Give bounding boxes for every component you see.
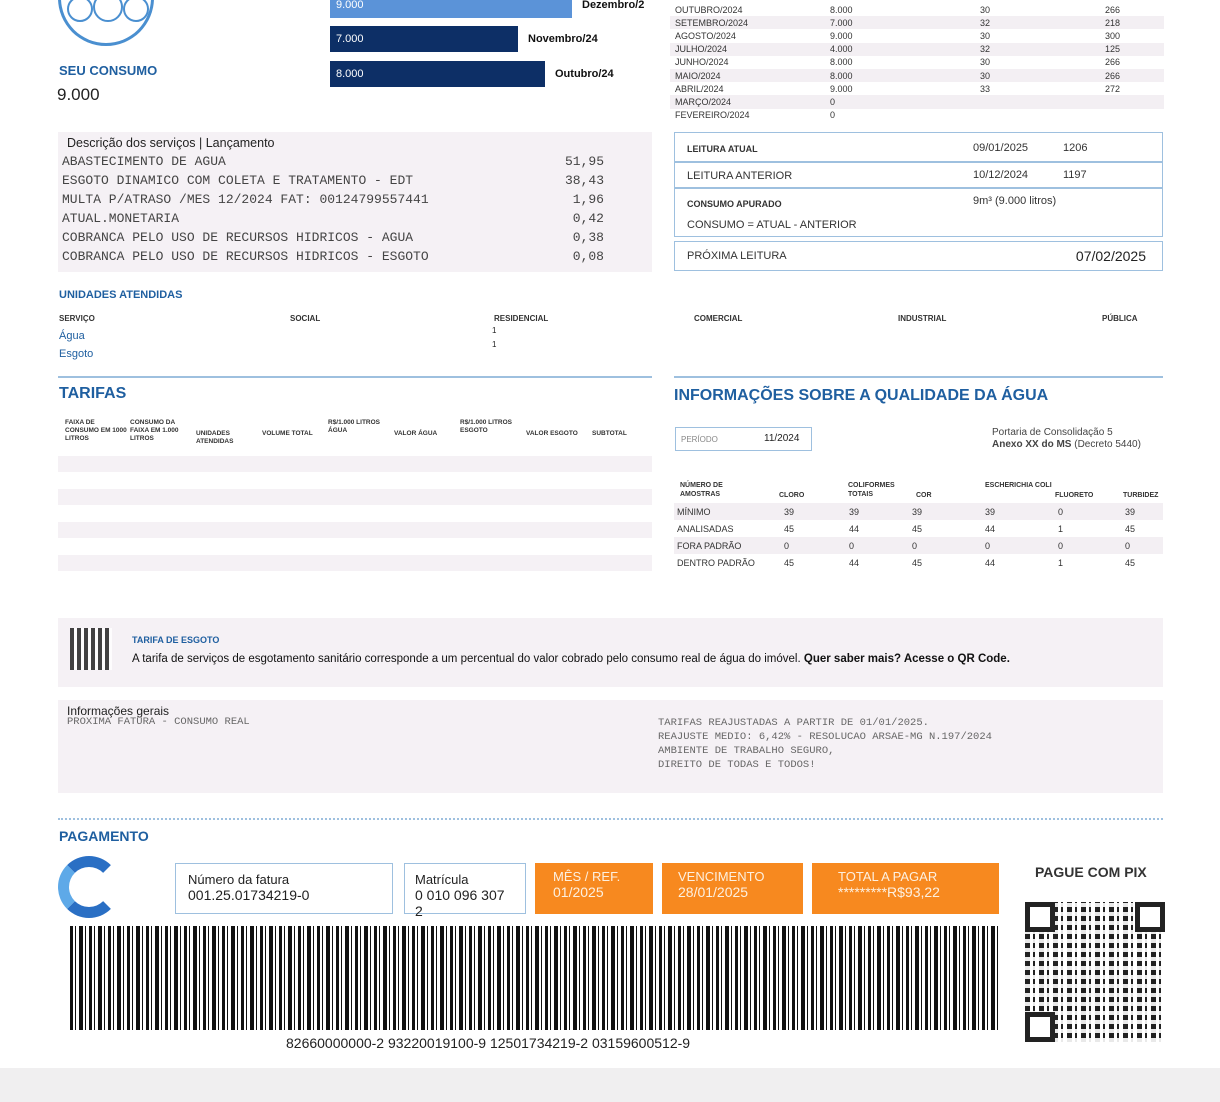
consumo-apurado-valor: 9m³ (9.000 litros) — [973, 195, 1057, 207]
fatura-value: 001.25.01734219-0 — [188, 887, 310, 903]
venc-value: 28/01/2025 — [678, 884, 749, 900]
historico-dias: 30 — [980, 70, 991, 81]
periodo-label: PERÍODO — [681, 435, 718, 444]
total-value: *********R$93,22 — [838, 884, 940, 900]
historico-row — [670, 109, 1164, 122]
proxima-leitura-label: PRÓXIMA LEITURA — [687, 250, 787, 262]
qualidade-value: 39 — [1125, 507, 1136, 517]
historico-media: 266 — [1105, 4, 1121, 15]
servico-row — [58, 209, 652, 228]
historico-row — [670, 69, 1164, 82]
company-logo-icon — [58, 856, 120, 918]
tarifa-esgoto-title: TARIFA DE ESGOTO — [132, 635, 220, 645]
informacoes-gerais-panel — [58, 700, 1163, 793]
qualidade-value: 45 — [1125, 558, 1136, 568]
qualidade-row-label: ANALISADAS — [677, 524, 734, 534]
proxima-leitura-box — [674, 241, 1163, 271]
historico-row — [670, 82, 1164, 95]
historico-consumo: 9.000 — [830, 83, 853, 94]
historico-dias: 33 — [980, 83, 991, 94]
servico-valor: 0,08 — [572, 249, 604, 264]
servicos-header: Descrição dos serviços | Lançamento — [67, 136, 275, 150]
qualidade-title: INFORMAÇÕES SOBRE A QUALIDADE DA ÁGUA — [674, 387, 1049, 404]
total-pagar-box — [812, 863, 999, 914]
qualidade-col-header: CLORO — [779, 492, 805, 499]
info-title: Informações gerais — [67, 704, 170, 718]
leitura-anterior-label: LEITURA ANTERIOR — [687, 170, 793, 182]
historico-row — [670, 16, 1164, 29]
tarifas-col-header: SUBTOTAL — [592, 430, 627, 437]
servicos-panel — [58, 132, 652, 272]
mes-label: MÊS / REF. — [553, 869, 621, 884]
info-line: REAJUSTE MEDIO: 6,42% - RESOLUCAO ARSAE-MG N.197/2024 — [658, 731, 992, 743]
servico-desc: MULTA P/ATRASO /MES 12/2024 FAT: 00124799557441 — [62, 192, 429, 207]
servico-row — [58, 171, 652, 190]
historico-dias: 32 — [980, 17, 991, 28]
historico-media: 300 — [1105, 30, 1121, 41]
qualidade-col-header: FLUORETO — [1055, 492, 1094, 499]
historico-row — [670, 43, 1164, 56]
historico-mes: AGOSTO/2024 — [675, 30, 736, 41]
historico-media: 266 — [1105, 70, 1121, 81]
servico-row — [58, 190, 652, 209]
water-meter-icon — [58, 0, 154, 46]
qualidade-value: 44 — [985, 524, 996, 534]
barcode[interactable] — [70, 926, 998, 1030]
unidades-col-header: RESIDENCIAL — [494, 314, 549, 323]
leitura-anterior-valor: 1197 — [1063, 169, 1087, 181]
qualidade-value: 44 — [985, 558, 996, 568]
servico-valor: 0,42 — [572, 211, 604, 226]
historico-consumo: 8.000 — [830, 4, 853, 15]
servico-desc: COBRANCA PELO USO DE RECURSOS HIDRICOS - ESGOTO — [62, 249, 429, 264]
portaria-text: Portaria de Consolidação 5 — [992, 427, 1113, 438]
servico-row — [58, 247, 652, 266]
qualidade-col-header: COLIFORMES TOTAIS — [848, 482, 895, 498]
leitura-atual-label: LEITURA ATUAL — [687, 144, 758, 154]
qr-code-icon[interactable] — [70, 628, 112, 670]
leitura-anterior-data: 10/12/2024 — [973, 169, 1029, 181]
historico-media: 272 — [1105, 83, 1121, 94]
tarifas-col-header: UNIDADES ATENDIDAS — [196, 430, 234, 445]
consumo-bar-label: Dezembro/2 — [582, 0, 645, 11]
info-left: PROXIMA FATURA - CONSUMO REAL — [67, 716, 250, 728]
qualidade-value: 0 — [784, 541, 790, 551]
qualidade-value: 0 — [912, 541, 918, 551]
historico-consumo: 8.000 — [830, 70, 853, 81]
consumo-label: SEU CONSUMO — [59, 63, 158, 78]
info-line: DIREITO DE TODAS E TODOS! — [658, 759, 816, 771]
qualidade-row-label: FORA PADRÃO — [677, 541, 742, 551]
historico-media: 266 — [1105, 57, 1121, 68]
qualidade-value: 0 — [849, 541, 855, 551]
info-line: AMBIENTE DE TRABALHO SEGURO, — [658, 745, 835, 757]
historico-row — [670, 3, 1164, 16]
unidade-esgoto: Esgoto — [59, 348, 94, 360]
historico-table — [670, 3, 1164, 122]
pix-qr-code-icon[interactable] — [1025, 902, 1165, 1042]
leitura-box — [674, 132, 1163, 237]
servico-valor: 38,43 — [564, 173, 604, 188]
qualidade-col-header: NÚMERO DE AMOSTRAS — [680, 482, 723, 498]
periodo-value: 11/2024 — [764, 433, 800, 444]
qualidade-value: 0 — [1125, 541, 1131, 551]
tarifas-col-header: CONSUMO DA FAIXA EM 1.000 LITROS — [130, 419, 179, 442]
qualidade-row — [674, 554, 1163, 571]
proxima-leitura-data: 07/02/2025 — [1075, 248, 1146, 264]
leitura-atual-valor: 1206 — [1063, 142, 1088, 154]
servico-valor: 0,38 — [572, 230, 604, 245]
tarifa-esgoto-panel — [58, 618, 1163, 687]
qualidade-col-header: TURBIDEZ — [1123, 492, 1159, 499]
qualidade-value: 39 — [912, 507, 923, 517]
servico-desc: ATUAL.MONETARIA — [62, 211, 180, 226]
tarifas-col-header: R$/1.000 LITROS ÁGUA — [328, 419, 381, 434]
unidade-agua: Água — [59, 330, 85, 342]
historico-dias: 32 — [980, 44, 991, 55]
qualidade-col-header: COR — [916, 492, 932, 499]
matricula-box — [404, 863, 526, 919]
periodo-box — [675, 427, 812, 451]
anexo-text: Anexo XX do MS (Decreto 5440) — [992, 439, 1141, 450]
consumo-formula: CONSUMO = ATUAL - ANTERIOR — [687, 219, 857, 231]
historico-dias: 30 — [980, 30, 991, 41]
tarifas-col-header: VALOR ÁGUA — [394, 430, 438, 437]
unidades-col-header: COMERCIAL — [694, 314, 743, 323]
historico-mes: JUNHO/2024 — [675, 57, 729, 68]
historico-consumo: 9.000 — [830, 30, 853, 41]
qualidade-row-label: DENTRO PADRÃO — [677, 558, 755, 568]
qualidade-value: 45 — [784, 524, 795, 534]
qualidade-value: 39 — [849, 507, 860, 517]
servico-row — [58, 152, 652, 171]
tarifas-col-header: R$/1.000 LITROS ESGOTO — [460, 419, 513, 434]
fatura-label: Número da fatura — [188, 872, 290, 887]
historico-mes: ABRIL/2024 — [675, 83, 724, 94]
tarifas-col-header: VALOR ESGOTO — [526, 430, 578, 437]
qualidade-value: 39 — [784, 507, 795, 517]
leitura-atual-data: 09/01/2025 — [973, 142, 1029, 154]
qualidade-value: 0 — [985, 541, 991, 551]
servico-valor: 1,96 — [572, 192, 604, 207]
historico-consumo: 0 — [830, 96, 836, 107]
linha-digitavel[interactable]: 82660000000-2 93220019100-9 12501734219-2 03159600512-9 — [286, 1035, 691, 1051]
qualidade-value: 0 — [1058, 507, 1064, 517]
historico-row — [670, 56, 1164, 69]
historico-mes: SETEMBRO/2024 — [675, 17, 749, 28]
servico-desc: COBRANCA PELO USO DE RECURSOS HIDRICOS - AGUA — [62, 230, 414, 245]
consumo-bar: 8.000 — [330, 61, 545, 87]
historico-row — [670, 95, 1164, 108]
qualidade-value: 45 — [912, 524, 923, 534]
qualidade-row — [674, 503, 1163, 520]
servico-desc: ABASTECIMENTO DE AGUA — [62, 154, 226, 169]
unidades-col-header: SOCIAL — [290, 314, 321, 323]
matricula-label: Matrícula — [415, 872, 469, 887]
total-label: TOTAL A PAGAR — [838, 869, 938, 884]
consumo-value: 9.000 — [57, 85, 100, 104]
historico-mes: FEVEREIRO/2024 — [675, 110, 750, 121]
info-right — [658, 716, 992, 772]
tarifas-col-header: FAIXA DE CONSUMO EM 1000 LITROS — [65, 419, 127, 442]
historico-consumo: 0 — [830, 110, 836, 121]
vencimento-box — [662, 863, 803, 914]
historico-mes: OUTUBRO/2024 — [675, 4, 743, 15]
mes-ref-box — [535, 863, 653, 914]
tarifas-title: TARIFAS — [59, 385, 127, 402]
qualidade-value: 45 — [912, 558, 923, 568]
historico-mes: MARÇO/2024 — [675, 96, 732, 107]
historico-row — [670, 29, 1164, 42]
info-line: TARIFAS REAJUSTADAS A PARTIR DE 01/01/2025. — [658, 717, 929, 729]
qualidade-row-label: MÍNIMO — [677, 507, 711, 517]
qualidade-value: 44 — [849, 558, 860, 568]
historico-mes: MAIO/2024 — [675, 70, 721, 81]
historico-mes: JULHO/2024 — [675, 44, 728, 55]
unidades-col-header: PÚBLICA — [1102, 314, 1138, 323]
venc-label: VENCIMENTO — [678, 869, 765, 884]
servico-desc: ESGOTO DINAMICO COM COLETA E TRATAMENTO - EDT — [62, 173, 414, 188]
consumo-bar: 7.000 — [330, 26, 518, 52]
consumo-bar: 9.000 — [330, 0, 572, 18]
unidades-title: UNIDADES ATENDIDAS — [59, 289, 183, 301]
pagamento-title: PAGAMENTO — [59, 828, 149, 844]
historico-dias: 30 — [980, 57, 991, 68]
qualidade-row — [674, 520, 1163, 537]
consumo-bar-label: Outubro/24 — [555, 68, 614, 80]
unidade-agua-residencial: 1 — [492, 326, 497, 335]
historico-consumo: 8.000 — [830, 57, 853, 68]
consumo-bar-label: Novembro/24 — [528, 33, 598, 45]
pix-label: PAGUE COM PIX — [1035, 864, 1147, 880]
mes-value: 01/2025 — [553, 884, 604, 900]
qualidade-row — [674, 537, 1163, 554]
historico-media: 218 — [1105, 17, 1121, 28]
qualidade-value: 44 — [849, 524, 860, 534]
qualidade-col-header: ESCHERICHIA COLI — [985, 482, 1052, 489]
historico-dias: 30 — [980, 4, 991, 15]
tarifa-esgoto-text: A tarifa de serviços de esgotamento sanitário corresponde a um percentual do valor cobrado pelo consumo real de água do imóvel. Quer saber mais? Acesse o QR Code. — [132, 653, 1010, 665]
qualidade-value: 45 — [1125, 524, 1136, 534]
tarifas-col-header: VOLUME TOTAL — [262, 430, 313, 437]
unidade-esgoto-residencial: 1 — [492, 340, 497, 349]
qualidade-value: 1 — [1058, 524, 1064, 534]
historico-consumo: 7.000 — [830, 17, 853, 28]
historico-consumo: 4.000 — [830, 44, 853, 55]
qualidade-value: 45 — [784, 558, 795, 568]
consumo-apurado-label: CONSUMO APURADO — [687, 199, 782, 209]
servico-valor: 51,95 — [564, 154, 604, 169]
matricula-value: 0 010 096 307 2 — [415, 887, 505, 919]
historico-media: 125 — [1105, 44, 1121, 55]
servico-row — [58, 228, 652, 247]
numero-fatura-box — [175, 863, 393, 914]
qualidade-value: 0 — [1058, 541, 1064, 551]
qualidade-value: 39 — [985, 507, 996, 517]
unidades-col-header: INDUSTRIAL — [898, 314, 947, 323]
qualidade-value: 1 — [1058, 558, 1064, 568]
unidades-col-header: SERVIÇO — [59, 314, 95, 323]
